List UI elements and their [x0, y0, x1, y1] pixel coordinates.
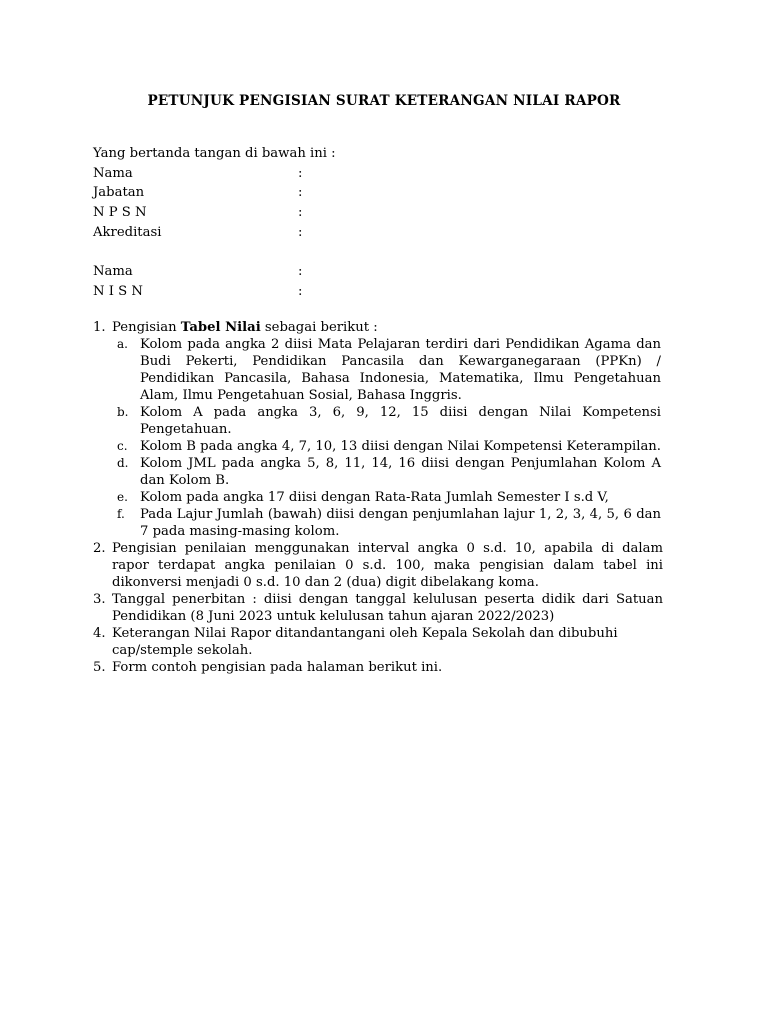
- item-number: 2.: [93, 541, 106, 556]
- sub-item: [112, 455, 663, 489]
- item-number: 4.: [93, 626, 106, 641]
- sub-text: Kolom JML pada angka 5, 8, 11, 14, 16 diisi dengan Penjumlahan Kolom A dan Kolom B.: [140, 456, 661, 488]
- list-item: [93, 540, 663, 591]
- field-nama-siswa: [93, 263, 673, 283]
- item-text: Keterangan Nilai Rapor ditandantangani oleh Kepala Sekolah dan dibubuhi cap/stemple sekolah.: [112, 626, 618, 658]
- instruction-list: [93, 319, 663, 676]
- field-label: Akreditasi: [93, 224, 162, 240]
- field-colon: :: [298, 165, 303, 181]
- field-colon: :: [298, 283, 303, 299]
- sub-item: [112, 336, 663, 404]
- intro-text: Yang bertanda tangan di bawah ini :: [93, 146, 336, 161]
- field-colon: :: [298, 264, 303, 280]
- item-text: Pengisian penilaian menggunakan interval angka 0 s.d. 10, apabila di dalam rapor terdapat angka penilaian 0 s.d. 100, maka pengisian dalam tabel ini dikonversi menjadi 0 s.d. 10 dan 2 (dua) digit dibelakang koma.: [112, 541, 663, 590]
- sub-text: Kolom B pada angka 4, 7, 10, 13 diisi dengan Nilai Kompetensi Keterampilan.: [140, 439, 661, 454]
- sub-letter: d.: [117, 456, 129, 470]
- sub-letter: f.: [117, 507, 125, 521]
- field-colon: :: [298, 185, 303, 201]
- field-label: N I S N: [93, 283, 143, 299]
- item-text: sebagai berikut :: [260, 320, 378, 335]
- sub-item: [112, 506, 663, 540]
- sub-text: Kolom pada angka 2 diisi Mata Pelajaran terdiri dari Pendidikan Agama dan Budi Pekerti, Pendidikan Pancasila dan Kewarganegaraan (PPKn) / Pendidikan Pancasila, Bahasa Indonesia, Matematika, Ilmu Pengetahuan Alam, Ilmu Pengetahuan Sosial, Bahasa Inggris.: [140, 337, 661, 403]
- sub-text: Pada Lajur Jumlah (bawah) diisi dengan penjumlahan lajur 1, 2, 3, 4, 5, 6 dan 7 pada masing-masing kolom.: [140, 507, 661, 539]
- item-text: Form contoh pengisian pada halaman berikut ini.: [112, 660, 443, 675]
- item-text: Tanggal penerbitan : diisi dengan tanggal kelulusan peserta didik dari Satuan Pendidikan (8 Juni 2023 untuk kelulusan tahun ajaran 2022/2023): [112, 592, 663, 624]
- field-label: N P S N: [93, 205, 147, 221]
- item-number: 3.: [93, 592, 106, 607]
- list-item: [93, 591, 663, 625]
- item-heading: [112, 319, 663, 336]
- list-item: [93, 319, 663, 540]
- sub-letter: b.: [117, 405, 129, 419]
- item-number: 1.: [93, 320, 106, 335]
- sub-text: Kolom A pada angka 3, 6, 9, 12, 15 diisi dengan Nilai Kompetensi Pengetahuan.: [140, 405, 661, 437]
- signatory-form: [93, 145, 673, 303]
- sub-item: [112, 489, 663, 506]
- sub-list: [112, 336, 663, 540]
- field-akreditasi: [93, 224, 673, 244]
- field-colon: :: [298, 224, 303, 240]
- field-npsn: [93, 204, 673, 224]
- sub-item: [112, 438, 663, 455]
- field-nisn: [93, 283, 673, 303]
- item-text: Pengisian: [112, 320, 181, 335]
- field-label: Nama: [93, 165, 133, 181]
- sub-letter: e.: [117, 490, 128, 504]
- field-nama: [93, 165, 673, 185]
- sub-letter: a.: [117, 337, 128, 351]
- list-item: [93, 659, 663, 676]
- spacer: [93, 243, 673, 263]
- list-item: [93, 625, 663, 659]
- field-label: Nama: [93, 264, 133, 280]
- sub-letter: c.: [117, 439, 128, 453]
- field-colon: :: [298, 205, 303, 221]
- field-jabatan: [93, 184, 673, 204]
- document-title: PETUNJUK PENGISIAN SURAT KETERANGAN NILAI RAPOR: [147, 93, 621, 109]
- item-number: 5.: [93, 660, 106, 675]
- sub-item: [112, 404, 663, 438]
- field-label: Jabatan: [93, 185, 145, 201]
- item-bold-text: Tabel Nilai: [180, 320, 261, 335]
- sub-text: Kolom pada angka 17 diisi dengan Rata-Rata Jumlah Semester I s.d V,: [140, 490, 609, 505]
